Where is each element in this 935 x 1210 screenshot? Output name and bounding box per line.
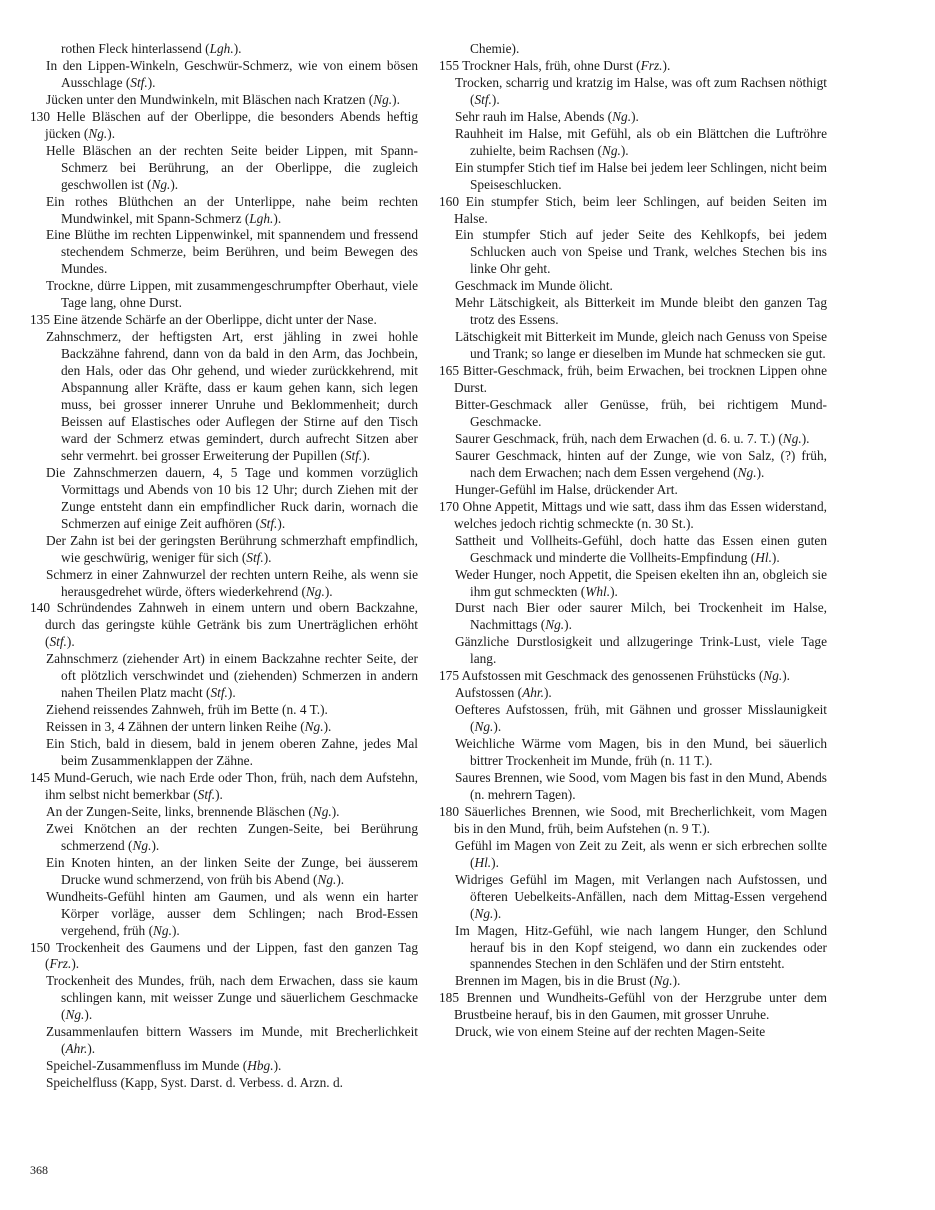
entry-text: Zahnschmerz, der heftigsten Art, erst jähling in zwei hohle Backzähne fahrend, dann von da bald in den Arm, das Jochbein, den Hals, oder das Ohr gehend, und wieder zurückkehrend, mit Abspannung aller Kräfte, dass er kaum gehen kann, sich legen muss, bei grosser innerer Unruhe und Beklommenheit; durch Beissen auf Elastisches oder Auflegen der Stirne auf den Tisch ward der Schmerz etwas gemindert, durch aufrecht Sitzen aber sehr vermehrt. bei grosser Erweiterung der Pupillen ( <box>46 329 418 463</box>
symptom-entry <box>30 736 418 770</box>
entry-number: 175 <box>439 668 460 684</box>
symptom-entry <box>30 227 418 278</box>
symptom-entry <box>439 363 827 397</box>
symptom-entry <box>439 126 827 160</box>
entry-text: ). <box>277 515 286 531</box>
symptom-entry <box>439 58 827 75</box>
source-abbreviation: Whl. <box>585 583 611 599</box>
entry-text: An der Zungen-Seite, links, brennende Bläschen ( <box>46 803 313 819</box>
entry-number: 185 <box>439 990 460 1006</box>
symptom-entry <box>439 533 827 567</box>
entry-text: Trockenheit des Gaumens und der Lippen, fast den ganzen Tag ( <box>45 939 418 972</box>
entry-number: 145 <box>30 769 51 785</box>
entry-text: ). <box>233 41 242 56</box>
entry-text: Gänzliche Durstlosigkeit und allzugeringe Trink-Lust, viele Tage lang. <box>455 634 827 667</box>
entry-text: ). <box>543 685 552 701</box>
entry-text: ). <box>491 854 499 870</box>
symptom-entry <box>30 465 418 533</box>
source-abbreviation: Stf. <box>197 786 216 802</box>
source-abbreviation: Ng. <box>474 905 494 921</box>
symptom-entry <box>30 600 418 651</box>
source-abbreviation: Hl. <box>755 549 772 565</box>
entry-text: Helle Bläschen auf der Oberlippe, die besonders Abends heftig jücken ( <box>45 108 418 141</box>
entry-text: Säuerliches Brennen, wie Sood, mit Brecherlichkeit, vom Magen bis in den Mund, früh, beim Aufstehen (n. 9 T.). <box>454 803 827 836</box>
entry-text: Rauhheit im Halse, mit Gefühl, als ob ein Blättchen die Luftröhre zuhielte, beim Rachsen ( <box>455 125 827 158</box>
source-abbreviation: Lgh. <box>209 41 234 56</box>
entry-text: ). <box>336 871 345 887</box>
symptom-entry <box>30 278 418 312</box>
entry-text: Gefühl im Magen von Zeit zu Zeit, als wenn er sich erbrechen sollte ( <box>455 837 827 870</box>
entry-text: Ohne Appetit, Mittags und wie satt, dass ihm das Essen widerstand, welches jedoch richtig schmeckte (n. 30 St.). <box>454 498 827 531</box>
right-column <box>439 41 827 1041</box>
source-abbreviation: Lgh. <box>249 210 274 226</box>
entry-text: ). <box>66 634 75 650</box>
entry-text: Brennen und Wundheits-Gefühl von der Herzgrube unter dem Brustbeine herauf, bis in den Gaumen, mit grosser Unruhe. <box>454 990 827 1023</box>
entry-text: Zahnschmerz (ziehender Art) in einem Backzahne rechter Seite, der oft plötzlich verschwindet und (ziehenden) Schmerzen in andern nahen Theilen Platz macht ( <box>46 651 418 701</box>
entry-text: Trocken, scharrig und kratzig im Halse, was oft zum Rachsen nöthigt ( <box>455 74 827 107</box>
symptom-entry <box>439 567 827 601</box>
entry-text: ). <box>801 430 810 446</box>
entry-text: Mehr Lätschigkeit, als Bitterkeit im Munde bleibt den ganzen Tag trotz des Essens. <box>455 295 827 328</box>
entry-text: Sehr rauh im Halse, Abends ( <box>455 108 613 124</box>
symptom-entry <box>439 397 827 431</box>
entry-number: 135 <box>30 312 51 328</box>
symptom-entry <box>30 109 418 143</box>
entry-text: ). <box>362 447 371 463</box>
symptom-entry <box>30 804 418 821</box>
source-abbreviation: Stf. <box>130 74 148 90</box>
entry-text: ). <box>610 583 618 599</box>
entry-text: Lätschigkeit mit Bitterkeit im Munde, gleich nach Genuss von Speise und Trank; so lange er dieselben im Munde hat schmecken sie gut. <box>455 329 827 362</box>
symptom-entry <box>30 92 418 109</box>
symptom-entry <box>30 1058 418 1075</box>
entry-text: ). <box>620 142 629 158</box>
entry-text: Weichliche Wärme vom Magen, bis in den Mund, bei säuerlich bittrer Trockenheit im Munde, früh (n. 11 T.). <box>455 736 827 769</box>
entry-text: Saurer Geschmack, hinten auf der Zunge, wie von Salz, (?) früh, nach dem Erwachen; nach dem Essen vergehend ( <box>455 447 827 480</box>
source-abbreviation: Ng. <box>737 464 757 480</box>
page-number: 368 <box>30 1163 48 1177</box>
entry-text: Saures Brennen, wie Sood, vom Magen bis fast in den Mund, Abends (n. mehrern Tagen). <box>455 769 827 802</box>
source-abbreviation: Ng. <box>782 430 802 446</box>
entry-text: ). <box>171 922 180 938</box>
entry-text: Helle Bläschen an der rechten Seite beider Lippen, mit Spann-Schmerz bei Berührung, an der Oberlippe, die zugleich geschwollen ist ( <box>46 142 418 192</box>
source-abbreviation: Stf. <box>210 685 228 701</box>
entry-text: Durst nach Bier oder saurer Milch, bei Trockenheit im Halse, Nachmittags ( <box>455 600 827 633</box>
symptom-entry <box>439 160 827 194</box>
entry-text: ). <box>662 57 671 73</box>
entry-text: Ein stumpfer Stich auf jeder Seite des Kehlkopfs, bei jedem Schlucken auch von Speise und Trank, welches Stechen bis ins linke Ohr geht. <box>455 227 827 277</box>
entry-number: 165 <box>439 363 460 379</box>
entry-text: Schründendes Zahnweh in einem untern und obern Backzahne, durch das geringste kühle Getränk bis zum Unerträglichen erhöht ( <box>45 600 418 650</box>
source-abbreviation: Ng. <box>612 108 632 124</box>
symptom-entry <box>30 889 418 940</box>
symptom-entry <box>439 482 827 499</box>
source-abbreviation: Stf. <box>49 634 67 650</box>
source-abbreviation: Frz. <box>49 956 72 972</box>
symptom-entry <box>439 194 827 228</box>
entry-text: Ein stumpfer Stich, beim leer Schlingen, auf beiden Seiten im Halse. <box>454 193 827 226</box>
symptom-entry <box>439 702 827 736</box>
entry-text: Widriges Gefühl im Magen, mit Verlangen nach Aufstossen, und öfteren Uebelkeits-Anfällen, nach dem Mittag-Essen vergehend ( <box>455 871 827 921</box>
entry-text: Eine Blüthe im rechten Lippenwinkel, mit spannendem und fressend stechendem Schmerze, beim Berühren, und beim Bewegen des Mundes. <box>46 227 418 277</box>
entry-text: Speichelfluss (Kapp, Syst. Darst. d. Verbess. d. Arzn. d. <box>46 1075 343 1091</box>
symptom-entry <box>30 143 418 194</box>
entry-text: Jücken unter den Mundwinkeln, mit Bläschen nach Kratzen ( <box>46 91 374 107</box>
symptom-entry <box>439 295 827 329</box>
entry-text: Weder Hunger, noch Appetit, die Speisen ekelten ihn an, obgleich sie ihm gut schmeckten ( <box>455 566 827 599</box>
source-abbreviation: Ng. <box>373 91 393 107</box>
left-column <box>30 41 418 1092</box>
symptom-entry <box>439 736 827 770</box>
symptom-entry <box>439 973 827 990</box>
entry-text: Die Zahnschmerzen dauern, 4, 5 Tage und kommen vorzüglich Vormittags und Abends von 10 bis 12 Uhr; durch Ziehen mit der Zunge entsteht dann ein empfindlicher Ruck darin, wornach die Schmerzen auf einige Zeit aufhören ( <box>46 464 418 531</box>
symptom-entry <box>439 41 827 58</box>
entry-text: Zusammenlaufen bittern Wassers im Munde, mit Brecherlichkeit ( <box>46 1024 418 1057</box>
entry-text: Aufstossen ( <box>455 685 523 701</box>
symptom-entry <box>439 227 827 278</box>
entry-text: ). <box>324 583 333 599</box>
source-abbreviation: Ng. <box>65 1007 85 1023</box>
entry-text: ). <box>491 91 500 107</box>
symptom-entry <box>30 770 418 804</box>
entry-text: ). <box>564 617 572 633</box>
entry-text: Trockne, dürre Lippen, mit zusammengeschrumpfter Oberhaut, viele Tage lang, ohne Durst. <box>46 278 418 311</box>
entry-text: Speichel-Zusammenfluss im Munde ( <box>46 1058 248 1074</box>
entry-text: Trockner Hals, früh, ohne Durst ( <box>462 57 641 73</box>
symptom-entry <box>30 821 418 855</box>
entry-text: rothen Fleck hinterlassend ( <box>61 41 210 56</box>
symptom-entry <box>439 838 827 872</box>
entry-text: ). <box>493 905 502 921</box>
entry-text: Chemie). <box>470 41 520 56</box>
symptom-entry <box>30 58 418 92</box>
entry-text: Ein Stich, bald in diesem, bald in jenem oberen Zahne, jedes Mal beim Zusammenklappen der Zähne. <box>46 736 418 769</box>
symptom-entry <box>439 75 827 109</box>
entry-text: Ein Knoten hinten, an der linken Seite der Zunge, bei äusserem Drucke wund schmerzend, von früh bis Abend ( <box>46 854 418 887</box>
symptom-entry <box>30 855 418 889</box>
entry-number: 140 <box>30 600 51 616</box>
entry-text: ). <box>215 786 223 802</box>
entry-text: ). <box>170 176 179 192</box>
entry-text: Schmerz in einer Zahnwurzel der rechten untern Reihe, als wenn sie herausgedrehet würde, öfters wiederkehrend ( <box>46 566 418 599</box>
source-abbreviation: Ng. <box>151 176 171 192</box>
entry-number: 180 <box>439 803 460 819</box>
source-abbreviation: Stf. <box>246 549 264 565</box>
entry-number: 170 <box>439 498 460 514</box>
entry-text: Bitter-Geschmack, früh, beim Erwachen, bei trocknen Lippen ohne Durst. <box>454 363 827 396</box>
entry-number: 130 <box>30 108 51 124</box>
entry-number: 150 <box>30 939 51 955</box>
source-abbreviation: Ng. <box>312 803 332 819</box>
symptom-entry <box>30 194 418 228</box>
entry-text: ). <box>263 549 272 565</box>
symptom-entry <box>30 702 418 719</box>
entry-text: Mund-Geruch, wie nach Erde oder Thon, früh, nach dem Aufstehn, ihm selbst nicht bemerkbar ( <box>45 769 418 802</box>
entry-text: Oefteres Aufstossen, früh, mit Gähnen und grosser Misslaunigkeit ( <box>455 702 827 735</box>
entry-text: ). <box>756 464 765 480</box>
source-abbreviation: Ng. <box>653 973 673 989</box>
source-abbreviation: Hl. <box>474 854 492 870</box>
symptom-entry <box>439 804 827 838</box>
source-abbreviation: Ng. <box>763 668 783 684</box>
entry-text: ). <box>151 837 160 853</box>
entry-text: ). <box>273 210 282 226</box>
symptom-entry <box>439 990 827 1024</box>
symptom-entry <box>439 278 827 295</box>
source-abbreviation: Ng. <box>545 617 565 633</box>
source-abbreviation: Ng. <box>474 719 494 735</box>
entry-text: Der Zahn ist bei der geringsten Berührung schmerzhaft empfindlich, wie geschwürig, weniger für sich ( <box>46 532 418 565</box>
entry-text: ). <box>84 1007 93 1023</box>
symptom-entry <box>439 448 827 482</box>
entry-text: ). <box>107 125 116 141</box>
source-abbreviation: Stf. <box>344 447 363 463</box>
symptom-entry <box>439 923 827 974</box>
entry-text: Saurer Geschmack, früh, nach dem Erwachen (d. 6. u. 7. T.) ( <box>455 430 783 446</box>
entry-text: ). <box>782 668 790 684</box>
symptom-entry <box>30 1075 418 1092</box>
source-abbreviation: Frz. <box>640 57 663 73</box>
entry-text: ). <box>147 74 156 90</box>
source-abbreviation: Ng. <box>317 871 337 887</box>
entry-text: Druck, wie von einem Steine auf der rechten Magen-Seite <box>455 1024 766 1040</box>
entry-text: ). <box>71 956 80 972</box>
symptom-entry <box>439 668 827 685</box>
entry-text: Im Magen, Hitz-Gefühl, wie nach langem Hunger, den Schlund herauf bis in den Kopf steigend, wo dann ein zuckendes oder spannendes Stechen in den Schläfen und der Stirn entsteht. <box>455 922 827 972</box>
source-abbreviation: Stf. <box>259 515 278 531</box>
source-abbreviation: Ahr. <box>522 685 544 701</box>
symptom-entry <box>30 719 418 736</box>
symptom-entry <box>30 41 418 58</box>
entry-text: Hunger-Gefühl im Halse, drückender Art. <box>455 481 678 497</box>
symptom-entry <box>30 533 418 567</box>
entry-text: Ein rothes Blüthchen an der Unterlippe, nahe beim rechten Mundwinkel, mit Spann-Schmerz ( <box>46 193 418 226</box>
symptom-entry <box>439 499 827 533</box>
source-abbreviation: Ng. <box>132 837 152 853</box>
symptom-entry <box>439 109 827 126</box>
symptom-entry <box>30 312 418 329</box>
symptom-entry <box>439 634 827 668</box>
symptom-entry <box>30 940 418 974</box>
source-abbreviation: Ng. <box>304 719 324 735</box>
symptom-entry <box>439 431 827 448</box>
source-abbreviation: Ng. <box>601 142 621 158</box>
symptom-entry <box>30 567 418 601</box>
entry-text: Trockenheit des Mundes, früh, nach dem Erwachen, dass sie kaum schlingen kann, mit weisser Zunge und säuerlichem Geschmacke ( <box>46 973 418 1023</box>
entry-text: Brennen im Magen, bis in die Brust ( <box>455 973 654 989</box>
symptom-entry <box>439 329 827 363</box>
entry-text: Eine ätzende Schärfe an der Oberlippe, dicht unter der Nase. <box>53 312 377 328</box>
source-abbreviation: Stf. <box>474 91 492 107</box>
source-abbreviation: Ng. <box>305 583 325 599</box>
entry-number: 160 <box>439 193 460 209</box>
source-abbreviation: Hbg. <box>247 1058 274 1074</box>
entry-text: Bitter-Geschmack aller Genüsse, früh, bei richtigem Mund-Geschmacke. <box>455 397 827 429</box>
entry-text: In den Lippen-Winkeln, Geschwür-Schmerz, wie von einem bösen Ausschlage ( <box>46 57 418 90</box>
symptom-entry <box>439 872 827 923</box>
symptom-entry <box>30 973 418 1024</box>
symptom-entry <box>439 1024 827 1041</box>
entry-text: ). <box>331 803 340 819</box>
entry-number: 155 <box>439 57 460 73</box>
source-abbreviation: Ng. <box>153 922 172 938</box>
symptom-entry <box>30 1024 418 1058</box>
entry-text: ). <box>227 685 236 701</box>
entry-text: ). <box>323 719 332 735</box>
entry-text: Ein stumpfer Stich tief im Halse bei jedem leer Schlingen, nicht beim Speiseschlucken. <box>455 159 827 192</box>
entry-text: ). <box>672 973 681 989</box>
entry-text: ). <box>771 549 780 565</box>
entry-text: Geschmack im Munde ölicht. <box>455 278 613 294</box>
symptom-entry <box>439 770 827 804</box>
entry-text: Sattheit und Vollheits-Gefühl, doch hatte das Essen einen guten Geschmack und minderte die Vollheits-Empfindung ( <box>455 532 827 565</box>
source-abbreviation: Ahr. <box>65 1041 88 1057</box>
entry-text: Reissen in 3, 4 Zähnen der untern linken Reihe ( <box>46 719 305 735</box>
symptom-entry <box>439 600 827 634</box>
entry-text: Ziehend reissendes Zahnweh, früh im Bette (n. 4 T.). <box>46 702 328 718</box>
entry-text: ). <box>392 91 400 107</box>
symptom-entry <box>30 329 418 465</box>
entry-text: ). <box>87 1041 96 1057</box>
entry-text: ). <box>493 719 502 735</box>
entry-text: ). <box>273 1058 282 1074</box>
entry-text: Zwei Knötchen an der rechten Zungen-Seite, bei Berührung schmerzend ( <box>46 820 418 853</box>
symptom-entry <box>30 651 418 702</box>
entry-text: ). <box>631 108 639 124</box>
entry-text: Wundheits-Gefühl hinten am Gaumen, und als wenn ein harter Körper vorläge, ausser dem Schlingen; nach Brod-Essen vergehend, früh ( <box>46 888 418 938</box>
symptom-entry <box>439 685 827 702</box>
source-abbreviation: Ng. <box>88 125 108 141</box>
entry-text: Aufstossen mit Geschmack des genossenen Frühstücks ( <box>461 668 764 684</box>
